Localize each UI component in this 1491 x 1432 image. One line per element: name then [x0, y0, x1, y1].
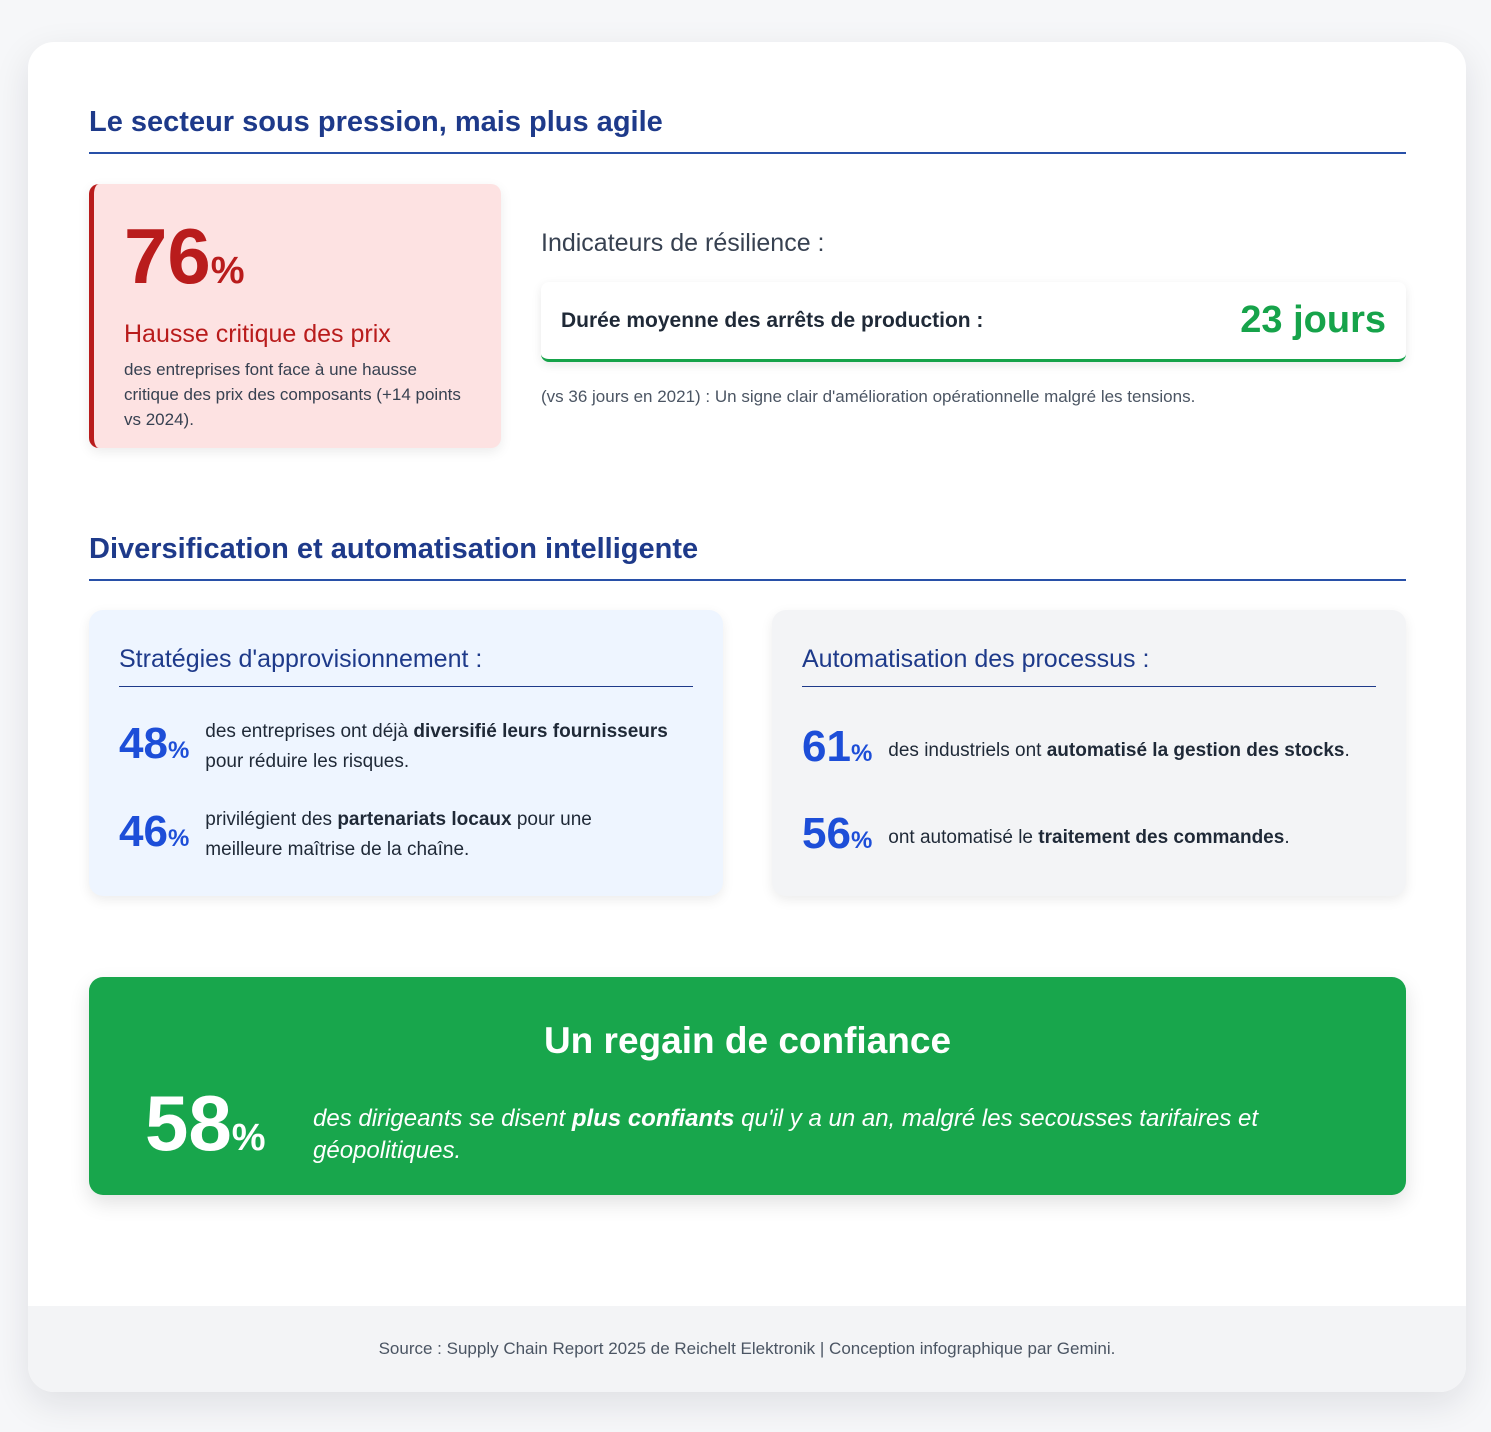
confidence-text — [313, 1103, 1406, 1167]
sourcing-panel-title: Stratégies d'approvisionnement : — [119, 644, 693, 687]
percent-sign: % — [231, 1117, 266, 1159]
source-credit: Source : Supply Chain Report 2025 de Reichelt Elektronik | Conception infographique par Gemini. — [378, 1339, 1116, 1358]
section-title-diversification: Diversification et automatisation intelligente — [89, 531, 1406, 581]
resilience-metric-box — [541, 282, 1406, 362]
automation-stat-row — [802, 723, 1376, 778]
stat-value: 48 — [119, 718, 168, 768]
stat-number — [802, 810, 872, 865]
stat-text-part: des entreprises ont déjà — [205, 721, 414, 742]
stat-text — [888, 823, 1289, 853]
confidence-text-bold: plus confiants — [571, 1105, 735, 1132]
confidence-stat — [145, 1079, 266, 1178]
confidence-banner — [89, 977, 1406, 1195]
stat-text-bold: partenariats locaux — [337, 809, 512, 830]
price-increase-label: Hausse critique des prix — [124, 320, 391, 348]
stat-text — [888, 736, 1349, 766]
stat-text-part: des industriels ont — [888, 739, 1047, 761]
confidence-text-part: qu'il y a un an, malgré les secousses tarifaires et géopolitiques. — [313, 1105, 1259, 1164]
sourcing-panel — [89, 610, 723, 896]
confidence-text-part: des dirigeants se disent — [313, 1105, 572, 1132]
stat-text-part: pour une meilleure maîtrise de la chaîne. — [205, 809, 592, 860]
confidence-value: 58 — [145, 1079, 232, 1167]
infographic-card — [28, 42, 1466, 1392]
stat-text-part: . — [1284, 826, 1290, 848]
stat-text-part: pour réduire les risques. — [205, 751, 410, 772]
sourcing-stat-row — [119, 805, 693, 865]
stat-text-part: privilégient des — [205, 809, 338, 830]
stat-text-part: . — [1344, 739, 1350, 761]
stat-text-bold: traitement des commandes — [1038, 826, 1285, 848]
stat-text-part: ont automatisé le — [888, 826, 1039, 848]
stat-number — [802, 723, 872, 778]
stat-text — [205, 717, 693, 777]
resilience-metric-label: Durée moyenne des arrêts de production : — [561, 308, 984, 332]
resilience-note: (vs 36 jours en 2021) : Un signe clair d'amélioration opérationnelle malgré les tensions. — [541, 387, 1196, 406]
automation-stat-row — [802, 810, 1376, 865]
automation-panel — [772, 610, 1406, 896]
stat-value: 61 — [802, 722, 851, 771]
percent-sign: % — [167, 736, 190, 764]
stat-number — [119, 808, 189, 863]
price-increase-stat — [124, 212, 471, 305]
percent-sign: % — [850, 740, 873, 767]
price-increase-value: 76 — [124, 212, 211, 300]
stat-value: 56 — [802, 809, 851, 858]
section-title-pressure: Le secteur sous pression, mais plus agile — [89, 104, 1406, 154]
confidence-title: Un regain de confiance — [543, 1020, 952, 1061]
sourcing-stat-row — [119, 717, 693, 777]
footer — [28, 1306, 1466, 1392]
automation-panel-title: Automatisation des processus : — [802, 644, 1376, 687]
stat-text — [205, 805, 645, 865]
resilience-metric-value: 23 jours — [1240, 299, 1386, 341]
stat-text-bold: diversifié leurs fournisseurs — [413, 721, 668, 742]
percent-sign: % — [210, 250, 245, 292]
stat-number — [119, 720, 189, 775]
percent-sign: % — [167, 824, 190, 852]
stat-text-bold: automatisé la gestion des stocks — [1046, 739, 1345, 761]
stat-value: 46 — [119, 806, 168, 856]
resilience-heading: Indicateurs de résilience : — [541, 229, 825, 257]
percent-sign: % — [850, 827, 873, 854]
price-increase-card — [89, 184, 501, 448]
price-increase-description: des entreprises font face à une hausse critique des prix des composants (+14 points vs 2024). — [124, 360, 461, 429]
